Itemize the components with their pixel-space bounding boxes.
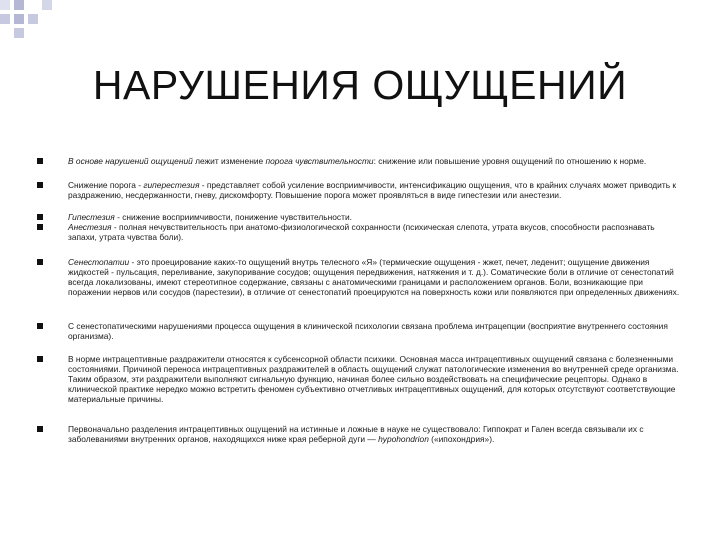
body-text: - полная нечувствительность при анатомо-физиологической сохранности (психическая слепота, утрата вкусов, способности распознавать запахи, утрата чувства боли). (68, 222, 655, 242)
list-item (37, 424, 687, 444)
list-item (37, 222, 687, 242)
intro-text: лежит изменение (192, 156, 266, 166)
bullet-square-icon (37, 158, 43, 164)
bullet-square-icon (37, 224, 43, 230)
term: гиперестезия (143, 180, 200, 190)
bullet-text (68, 212, 682, 222)
decor-square (14, 0, 24, 10)
decor-square (0, 14, 10, 24)
bullet-text (68, 222, 682, 242)
lead-text: Снижение порога - (68, 180, 144, 190)
decor-square (14, 14, 24, 24)
bullet-text (68, 180, 682, 200)
term: Сенестопатии (68, 257, 130, 267)
intro-italic: В основе нарушений ощущений (68, 156, 193, 166)
body-text: : снижение или повышение уровня ощущений по отношению к норме. (373, 156, 647, 166)
decor-square (28, 14, 38, 24)
list-item (37, 180, 687, 200)
bullet-text: В норме интрацептивные раздражители относятся к субсенсорной области психики. Основная масса интрацептивных ощущений связана с болезненными состояниями. Причиной переноса интрацептивных раздражителей в область ощущений служат патологические изменения во внутренней среде организма. Таким образом, эти раздражители выполняют сигнальную функцию, начиная более сильно воздействовать на специфические рецепторы. Однако в клинической практике нередко можно встретить феномен субъективно отчетливых интрацептивных ощущений, для которых отсутствуют соответствующие материальные причины. (68, 354, 679, 404)
bullet-square-icon (37, 426, 43, 432)
list-item (37, 354, 687, 404)
bullet-square-icon (37, 323, 43, 329)
term: Гипестезия (68, 212, 115, 222)
term: hypohondrion (378, 434, 429, 444)
decorative-squares (0, 0, 60, 50)
list-item (37, 156, 687, 166)
body-text: - представляет собой усиление восприимчивости, интенсификацию ощущения, что в крайних случаях может приводить к раздражению, несдержанности, гневу, дискомфорту. Повышение порога может проявляться в виде гипестезии или анестезии. (68, 180, 677, 200)
bullet-square-icon (37, 182, 43, 188)
term: Анестезия (68, 222, 112, 232)
decor-square (42, 0, 52, 10)
decor-square (0, 0, 10, 10)
body-text: («ипохондрия»). (428, 434, 495, 444)
body-text: - снижение восприимчивости, понижение чувствительности. (114, 212, 352, 222)
bullet-text (68, 156, 682, 166)
bullet-text (68, 257, 682, 297)
bullet-square-icon (37, 356, 43, 362)
lead-text: Первоначально разделения интрацептивных ощущений на истинные и ложные в науке не существовало: Гиппократ и Гален всегда связывали их с заболеваниями внутренних органов, находящихся ниже края реберной дуги — (68, 424, 644, 444)
bullet-square-icon (37, 259, 43, 265)
list-item (37, 257, 687, 297)
list-item (37, 212, 687, 222)
bullet-text (68, 424, 682, 444)
body-text: - это проецирование каких-то ощущений внутрь телесного «Я» (термические ощущения - жжет, печет, леденит; ощущение движения жидкостей - пульсация, переливание, закупоривание сосудов; ощущения передвижения, натяжения и т. д.). Соматические боли в отличие от сенестопатий всегда локализованы, имеют стереотипное содержание, связаны с анатомическими границами и расположением органов. Боли, возникающие при поражении нервов или сосудов (парестезии), в отличие от сенестопатий проецируются на поверхность кожи или появляются при определенных движениях. (68, 257, 680, 297)
decor-square (14, 28, 24, 38)
bullet-text: С сенестопатическими нарушениями процесса ощущения в клинической психологии связана проблема интрацепции (восприятие внутреннего состояния организма). (68, 321, 668, 341)
term: порога чувствительности (265, 156, 374, 166)
bullet-square-icon (37, 214, 43, 220)
page-title: НАРУШЕНИЯ ОЩУЩЕНИЙ (92, 62, 628, 108)
list-item (37, 321, 687, 341)
